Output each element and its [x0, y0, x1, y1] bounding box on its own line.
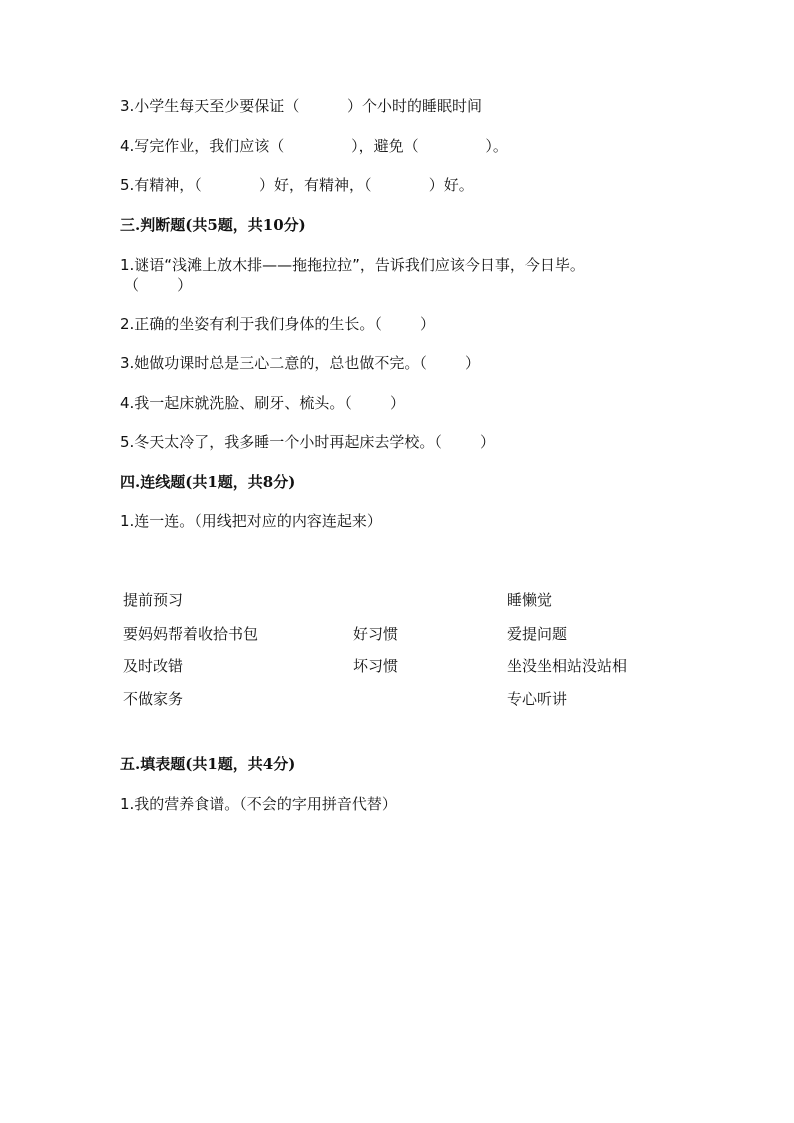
fill-question-4: 4.写完作业，我们应该（ ），避免（ ）。 — [120, 137, 508, 155]
match-left-item: 提前预习 — [123, 591, 184, 609]
table-section-heading: 五.填表题(共1题，共4分) — [120, 755, 296, 773]
judge-question-5: 5.冬天太冷了，我多睡一个小时再起床去学校。（ ） — [120, 433, 495, 451]
match-middle-item: 坏习惯 — [353, 657, 399, 675]
match-left-item: 不做家务 — [123, 690, 184, 708]
match-left-item: 要妈妈帮着收拾书包 — [123, 625, 259, 643]
match-question-1: 1.连一连。（用线把对应的内容连起来） — [120, 512, 382, 530]
match-right-item: 专心听讲 — [507, 690, 568, 708]
match-section-heading: 四.连线题(共1题，共8分) — [120, 473, 296, 491]
judge-question-1-blank: （ ） — [124, 276, 193, 294]
judge-question-3: 3.她做功课时总是三心二意的，总也做不完。（ ） — [120, 354, 480, 372]
fill-question-3: 3.小学生每天至少要保证（ ）个小时的睡眠时间 — [120, 97, 482, 115]
judge-question-1: 1.谜语“浅滩上放木排——拖拖拉拉”，告诉我们应该今日事，今日毕。 — [120, 256, 585, 274]
judge-question-2: 2.正确的坐姿有利于我们身体的生长。（ ） — [120, 315, 435, 333]
judge-section-heading: 三.判断题(共5题，共10分) — [120, 216, 306, 234]
match-right-item: 爱提问题 — [507, 625, 568, 643]
table-question-1: 1.我的营养食谱。（不会的字用拼音代替） — [120, 795, 397, 813]
match-right-item: 睡懒觉 — [507, 591, 553, 609]
match-middle-item: 好习惯 — [353, 625, 399, 643]
match-left-item: 及时改错 — [123, 657, 184, 675]
match-right-item: 坐没坐相站没站相 — [507, 657, 628, 675]
fill-question-5: 5.有精神，（ ）好，有精神，（ ）好。 — [120, 176, 474, 194]
judge-question-4: 4.我一起床就洗脸、刷牙、梳头。（ ） — [120, 394, 405, 412]
